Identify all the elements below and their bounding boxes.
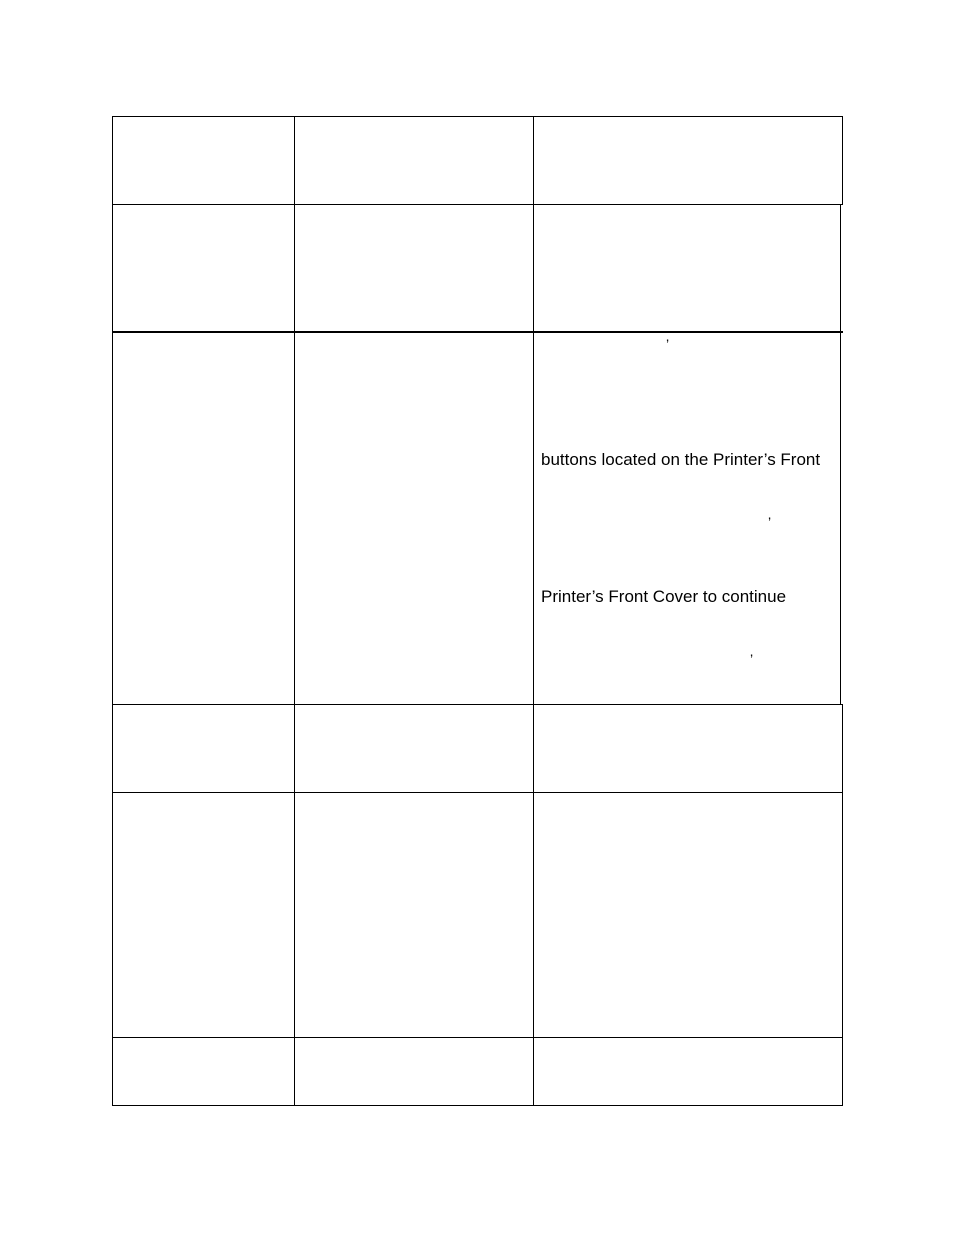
apostrophe-mark: ’	[768, 514, 772, 530]
row-divider-2	[112, 331, 843, 333]
table-border-right-b	[840, 204, 841, 705]
row-divider-1	[112, 204, 843, 205]
table-border-right-a	[842, 116, 843, 205]
table-border-right-c	[842, 704, 843, 1106]
column-divider-1	[294, 116, 295, 1106]
apostrophe-mark: ’	[666, 336, 670, 352]
row-divider-4	[112, 792, 843, 793]
column-divider-2	[533, 116, 534, 1106]
cell-text-line: buttons located on the Printer’s Front	[541, 450, 821, 469]
cell-text-line: Printer’s Front Cover to continue	[541, 587, 787, 606]
row-divider-5	[112, 1037, 843, 1038]
table-border-left	[112, 116, 113, 1106]
table-border-top	[112, 116, 843, 117]
row-divider-3	[112, 704, 843, 705]
table-border-bottom	[112, 1105, 843, 1106]
apostrophe-mark: ’	[750, 651, 754, 667]
